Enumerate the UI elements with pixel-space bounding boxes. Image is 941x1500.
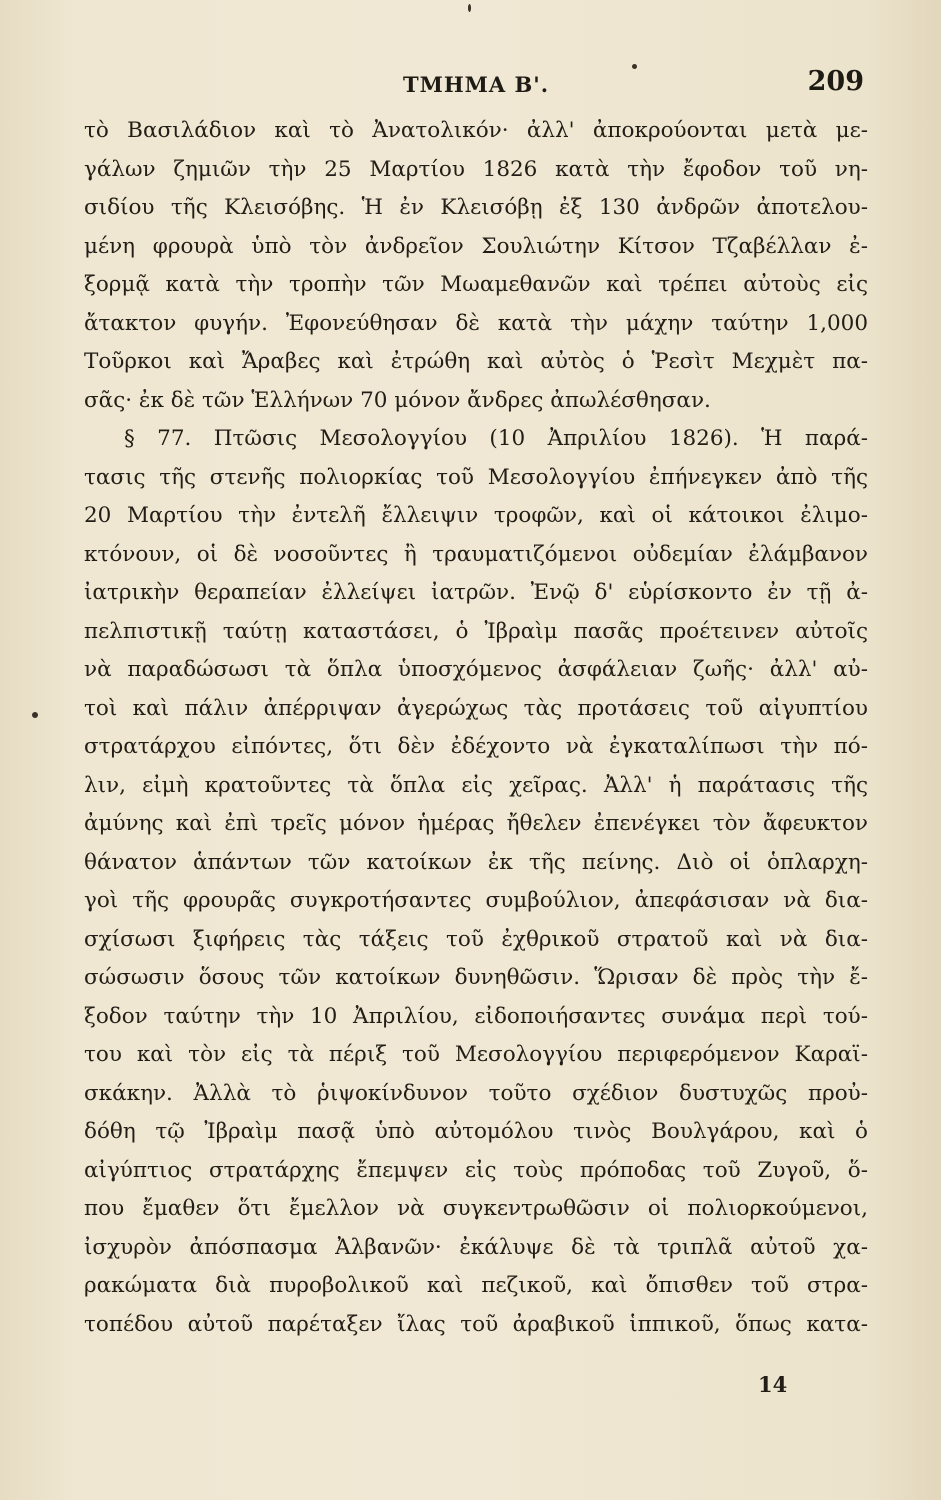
text-line: ἀμύνης καὶ ἐπὶ τρεῖς μόνον ἡμέρας ἤθελεν ἐπενέγκει τὸν ἄφευκτον [84,811,868,836]
print-speck [632,64,637,69]
text-line: κτόνουν, οἱ δὲ νοσοῦντες ἢ τραυματιζόμενοι οὐδεμίαν ἐλάμβανον [84,541,868,567]
text-line: ξορμᾷ κατὰ τὴν τροπὴν τῶν Μωαμεθανῶν καὶ τρέπει αὐτοὺς εἰς [84,272,868,297]
text-line: σώσωσιν ὅσους τῶν κατοίκων δυνηθῶσιν. Ὥρισαν δὲ πρὸς τὴν ἔ- [84,965,868,990]
text-line: σχίσωσι ξιφήρεις τὰς τάξεις τοῦ ἐχθρικοῦ στρατοῦ καὶ νὰ δια- [84,926,868,952]
text-line: τοπέδου αὐτοῦ παρέταξεν ἴλας τοῦ ἀραβικοῦ ἱππικοῦ, ὅπως κατα- [84,1311,868,1337]
running-title: ΤΜΗΜΑ Β'. [402,72,550,97]
signature-mark: 14 [758,1372,788,1397]
text-line: Τοῦρκοι καὶ Ἄραβες καὶ ἐτρώθη καὶ αὐτὸς ὁ Ῥεσὶτ Μεχμὲτ πα- [84,349,868,374]
text-line: τὸ Βασιλάδιον καὶ τὸ Ἀνατολικόν· ἀλλ' ἀποκρούονται μετὰ με- [84,118,868,143]
page-header [88,66,864,106]
text-line: ἰσχυρὸν ἀπόσπασμα Ἀλβανῶν· ἐκάλυψε δὲ τὰ τριπλᾶ αὐτοῦ χα- [84,1234,868,1260]
text-line: 20 Μαρτίου τὴν ἐντελῆ ἔλλειψιν τροφῶν, καὶ οἱ κάτοικοι ἐλιμο- [84,503,868,528]
page-number: 209 [807,66,864,97]
text-line: αἰγύπτιος στρατάρχης ἔπεμψεν εἰς τοὺς πρόποδας τοῦ Ζυγοῦ, ὅ- [84,1157,868,1183]
body-text [84,112,868,1344]
text-line: που ἔμαθεν ὅτι ἔμελλον νὰ συγκεντρωθῶσιν οἱ πολιορκούμενοι, [84,1196,868,1221]
text-line: γοὶ τῆς φρουρᾶς συγκροτήσαντες συμβούλιον, ἀπεφάσισαν νὰ δια- [84,888,868,913]
text-line: ρακώματα διὰ πυροβολικοῦ καὶ πεζικοῦ, καὶ ὄπισθεν τοῦ στρα- [84,1273,868,1298]
text-line: δόθη τῷ Ἰβραὶμ πασᾷ ὑπὸ αὐτομόλου τινὸς Βουλγάρου, καὶ ὁ [84,1119,868,1144]
text-line: ἰατρικὴν θεραπείαν ἐλλείψει ἰατρῶν. Ἐνῷ δ' εὑρίσκοντο ἐν τῇ ἀ- [84,580,868,605]
text-line: τασις τῆς στενῆς πολιορκίας τοῦ Μεσολογγίου ἐπήνεγκεν ἀπὸ τῆς [84,464,868,490]
text-line: σᾶς· ἐκ δὲ τῶν Ἑλλήνων 70 μόνον ἄνδρες ἀπωλέσθησαν. [84,387,711,413]
text-line: τοὶ καὶ πάλιν ἀπέρριψαν ἀγερώχως τὰς προτάσεις τοῦ αἰγυπτίου [84,695,868,721]
text-line: ἄτακτον φυγήν. Ἐφονεύθησαν δὲ κατὰ τὴν μάχην ταύτην 1,000 [84,310,868,336]
text-line: μένη φρουρὰ ὑπὸ τὸν ἀνδρεῖον Σουλιώτην Κίτσον Τζαβέλλαν ἐ- [84,233,868,259]
text-line: σιδίου τῆς Κλεισόβης. Ἡ ἐν Κλεισόβῃ ἐξ 130 ἀνδρῶν ἀποτελου- [84,195,868,220]
text-line: σκάκην. Ἀλλὰ τὸ ῥιψοκίνδυνον τοῦτο σχέδιον δυστυχῶς προὐ- [84,1080,868,1106]
print-speck [468,4,471,12]
text-line: λιν, εἰμὴ κρατοῦντες τὰ ὅπλα εἰς χεῖρας. Ἀλλ' ἡ παράτασις τῆς [84,772,868,798]
text-line: γάλων ζημιῶν τὴν 25 Μαρτίου 1826 κατὰ τὴν ἔφοδον τοῦ νη- [84,156,868,182]
text-line: του καὶ τὸν εἰς τὰ πέριξ τοῦ Μεσολογγίου περιφερόμενον Καραϊ- [84,1042,868,1067]
text-line: στρατάρχου εἰπόντες, ὅτι δὲν ἐδέχοντο νὰ ἐγκαταλίπωσι τὴν πό- [84,734,868,759]
print-speck [32,712,38,718]
text-line: πελπιστικῇ ταύτῃ καταστάσει, ὁ Ἰβραὶμ πασᾶς προέτεινεν αὐτοῖς [84,618,868,644]
text-line: ξοδον ταύτην τὴν 10 Ἀπριλίου, εἰδοποιήσαντες συνάμα περὶ τού- [84,1003,868,1029]
text-line: θάνατον ἁπάντων τῶν κατοίκων ἐκ τῆς πείνης. Διὸ οἱ ὁπλαρχη- [84,849,868,875]
text-line: νὰ παραδώσωσι τὰ ὅπλα ὑποσχόμενος ἀσφάλειαν ζωῆς· ἀλλ' αὐ- [84,657,868,682]
section-heading-line: § 77. Πτῶσις Μεσολογγίου (10 Ἀπριλίου 1826). Ἡ παρά- [124,426,868,451]
